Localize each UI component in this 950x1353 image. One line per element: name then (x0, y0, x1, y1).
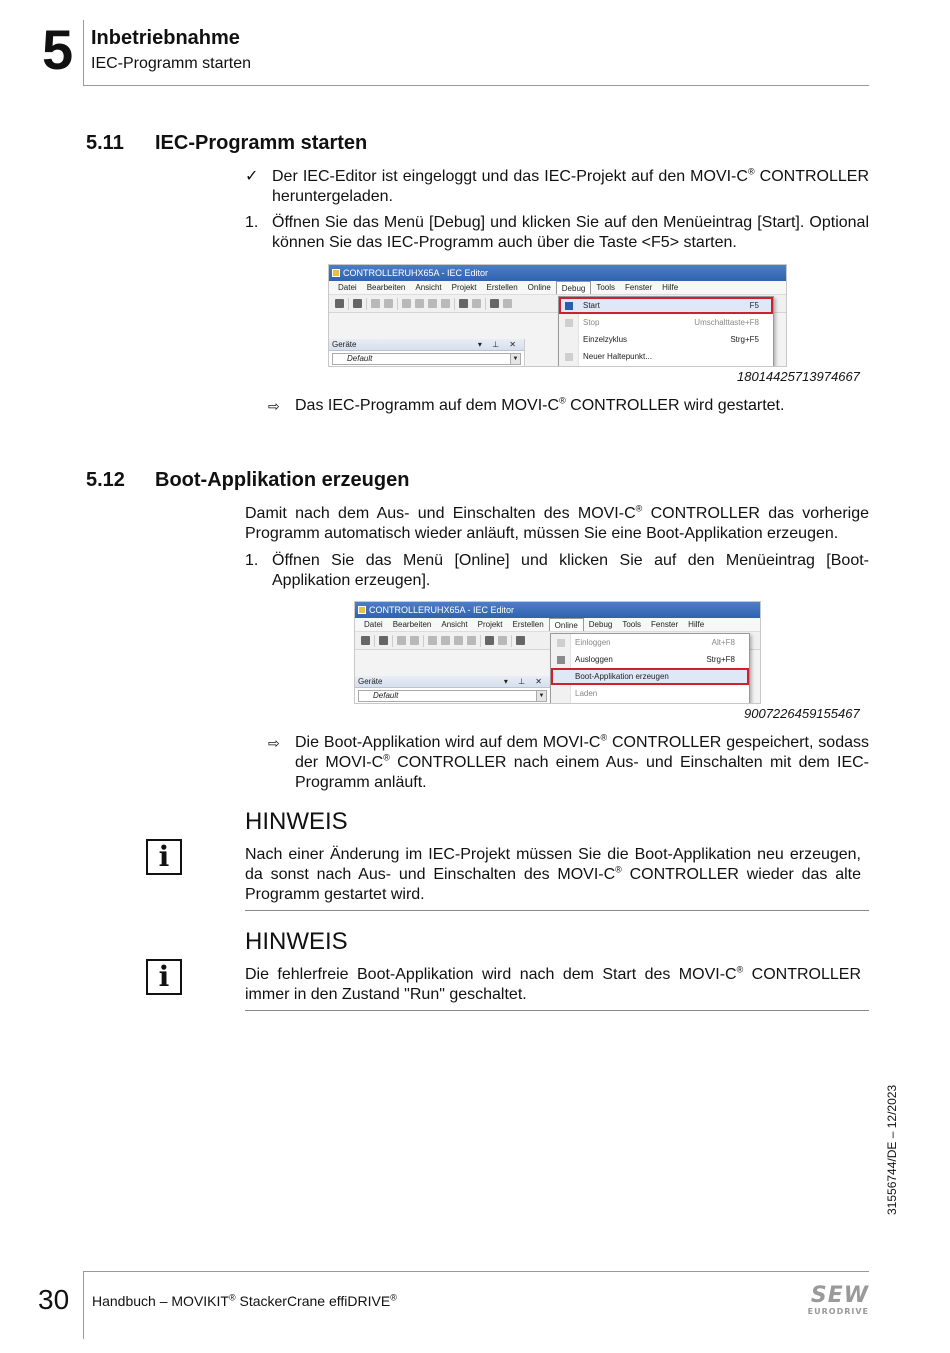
window-title: CONTROLLERUHX65A - IEC Editor (343, 268, 489, 278)
pane-buttons[interactable]: ▾ ⊥ ✕ (503, 677, 546, 686)
step-1 (245, 551, 869, 591)
footer-title: Handbuch – MOVIKIT® StackerCrane effiDRIVE® (92, 1292, 397, 1309)
menu-erstellen[interactable]: Erstellen (512, 620, 544, 629)
find-icon[interactable] (485, 636, 494, 645)
step-1 (245, 213, 869, 253)
figure-id: 9007226459155467 (744, 706, 860, 721)
menu-item-einzelzyklus[interactable]: Einzelzyklus Strg+F5 (583, 335, 759, 344)
devices-pane-header (355, 676, 550, 688)
toolbar-separator (374, 635, 375, 647)
window-titlebar (329, 265, 786, 281)
device-combo[interactable] (358, 690, 547, 702)
cut-icon[interactable] (402, 299, 411, 308)
undo-icon[interactable] (371, 299, 380, 308)
chapter-number: 5 (42, 18, 74, 81)
note-text: Nach einer Änderung im IEC-Projekt müssen Sie die Boot-Applikation neu erzeugen, da sonst nach Aus- und Einschalten des MOVI-C® CONTROLLER wieder das alte Programm gestartet wird. (245, 846, 861, 903)
app-icon (358, 606, 366, 614)
section-number: 5.12 (86, 469, 125, 491)
toolbar-separator (392, 635, 393, 647)
menu-datei[interactable]: Datei (364, 620, 383, 629)
menubar (329, 281, 786, 295)
menu-item-stop[interactable]: Stop Umschalttaste+F8 (559, 314, 773, 331)
menu-bearbeiten[interactable]: Bearbeiten (366, 283, 406, 292)
window-title: CONTROLLERUHX65A - IEC Editor (369, 605, 515, 615)
replace-icon[interactable] (498, 636, 507, 645)
pane-buttons[interactable]: ▾ ⊥ ✕ (477, 340, 520, 349)
result-text: Das IEC-Programm auf dem MOVI-C (295, 397, 560, 414)
arrow-right-icon: ⇨ (268, 735, 280, 751)
note-heading: HINWEIS (245, 928, 348, 955)
note-text: Die fehlerfreie Boot-Applikation wird nach dem Start des MOVI-C® CONTROLLER immer in den Zustand "Run" geschaltet. (245, 964, 862, 1003)
menu-bearbeiten[interactable]: Bearbeiten (392, 620, 432, 629)
menu-item-neuer-haltepunkt[interactable]: Neuer Haltepunkt... (559, 348, 773, 365)
device-name: Default (373, 691, 399, 700)
menu-hilfe[interactable]: Hilfe (662, 283, 679, 292)
result: ⇨ Das IEC-Programm auf dem MOVI-C® CONTROLLER wird gestartet. (268, 395, 785, 414)
breakpoint-icon (565, 353, 573, 361)
toolbar-separator (480, 635, 481, 647)
result-text: Die Boot-Applikation wird auf dem MOVI-C (295, 734, 601, 751)
toolbar-separator (485, 298, 486, 310)
precondition-text: Der IEC-Editor ist eingeloggt und das IEC-Projekt auf den MOVI-C (272, 168, 748, 185)
delete-icon[interactable] (441, 299, 450, 308)
devices-pane (329, 339, 525, 367)
replace-icon[interactable] (472, 299, 481, 308)
note-divider (245, 910, 869, 911)
page-number: 30 (38, 1284, 70, 1315)
menu-item-boot-applikation-erzeugen[interactable]: Boot-Applikation erzeugen (551, 668, 749, 685)
header-divider-horizontal (83, 85, 869, 86)
find-icon[interactable] (459, 299, 468, 308)
precondition: ✓ Der IEC-Editor ist eingeloggt und das IEC-Projekt auf den MOVI-C® CONTROLLER heruntergeladen. (245, 166, 870, 205)
cut-icon[interactable] (428, 636, 437, 645)
menu-tools[interactable]: Tools (596, 283, 616, 292)
screenshot-online-menu (354, 601, 761, 704)
arrow-right-icon: ⇨ (268, 398, 280, 414)
menu-debug[interactable]: Debug (588, 620, 613, 629)
header-section-title: IEC-Programm starten (91, 55, 252, 72)
logout-icon (557, 656, 565, 664)
save-icon[interactable] (361, 636, 370, 645)
paste-icon[interactable] (454, 636, 463, 645)
step-text: Öffnen Sie das Menü [Online] und klicken Sie auf den Menüeintrag [Boot-Applikation erzeugen]. (272, 552, 869, 589)
paste-icon[interactable] (428, 299, 437, 308)
note-divider (245, 1010, 869, 1011)
delete-icon[interactable] (467, 636, 476, 645)
menu-item-einloggen[interactable]: Einloggen Alt+F8 (551, 634, 749, 651)
info-icon: i (146, 959, 182, 995)
menu-projekt[interactable]: Projekt (477, 620, 503, 629)
save-icon[interactable] (335, 299, 344, 308)
devices-pane-title: Geräte (332, 340, 357, 349)
menu-tools[interactable]: Tools (622, 620, 642, 629)
toolbar-separator (454, 298, 455, 310)
toolbar-separator (397, 298, 398, 310)
logo-top: SEW (810, 1283, 869, 1308)
build-icon[interactable] (490, 299, 499, 308)
toolbar-separator (366, 298, 367, 310)
check-icon: ✓ (245, 168, 259, 185)
menu-erstellen[interactable]: Erstellen (486, 283, 518, 292)
devices-pane (355, 676, 551, 704)
devices-pane-header (329, 339, 524, 351)
document-code: 31556744/DE – 12/2023 (885, 1084, 899, 1215)
sew-logo (795, 1285, 869, 1317)
chevron-down-icon[interactable]: ▼ (536, 691, 546, 701)
menu-datei[interactable]: Datei (338, 283, 357, 292)
logo-bottom: EURODRIVE (807, 1307, 869, 1316)
device-name: Default (347, 354, 373, 363)
stop-icon (565, 319, 573, 327)
print-icon[interactable] (379, 636, 388, 645)
device-combo[interactable] (332, 353, 521, 365)
intro-paragraph: Damit nach dem Aus- und Einschalten des MOVI-C® CONTROLLER das vorherige Programm automatisch wieder anläuft, müssen Sie eine Boot-Applikation erzeugen. (245, 503, 870, 542)
result: ⇨ Die Boot-Applikation wird auf dem MOVI-C® CONTROLLER gespeichert, sodass der MOVI-C® CONTROLLER nach einem Aus- und Einschalten mit dem IEC-Programm anläuft. (268, 732, 870, 791)
toolbar-separator (423, 635, 424, 647)
section-title: Boot-Applikation erzeugen (155, 469, 410, 491)
undo-icon[interactable] (397, 636, 406, 645)
online-dropdown (550, 633, 750, 704)
copy-icon[interactable] (441, 636, 450, 645)
menu-projekt[interactable]: Projekt (451, 283, 477, 292)
menubar (355, 618, 760, 632)
login-icon (557, 639, 565, 647)
build-icon[interactable] (516, 636, 525, 645)
info-icon: i (146, 839, 182, 875)
toolbar-separator (348, 298, 349, 310)
menu-item-ausloggen[interactable]: Ausloggen Strg+F8 (551, 651, 749, 668)
toolbar-separator (511, 635, 512, 647)
menu-ansicht[interactable]: Ansicht (415, 283, 442, 292)
step-number: 1. (245, 214, 259, 231)
menu-item-start[interactable]: Start F5 (559, 297, 773, 314)
footer-divider-horizontal (83, 1271, 869, 1272)
build-all-icon[interactable] (503, 299, 512, 308)
screenshot-debug-menu (328, 264, 787, 367)
redo-icon[interactable] (410, 636, 419, 645)
menu-online[interactable]: Online (549, 618, 584, 631)
section-number: 5.11 (86, 132, 124, 154)
note-heading: HINWEIS (245, 808, 348, 835)
section-title: IEC-Programm starten (155, 132, 368, 154)
menu-fenster[interactable]: Fenster (651, 620, 679, 629)
print-icon[interactable] (353, 299, 362, 308)
chevron-down-icon[interactable]: ▼ (510, 354, 520, 364)
window-titlebar (355, 602, 760, 618)
app-icon (332, 269, 340, 277)
menu-fenster[interactable]: Fenster (625, 283, 653, 292)
menu-ansicht[interactable]: Ansicht (441, 620, 468, 629)
header-divider-vertical (83, 20, 84, 86)
menu-item-laden[interactable]: Laden (575, 689, 598, 698)
footer-divider-vertical (83, 1271, 84, 1339)
chapter-title: Inbetriebnahme (91, 27, 240, 49)
copy-icon[interactable] (415, 299, 424, 308)
redo-icon[interactable] (384, 299, 393, 308)
devices-pane-title: Geräte (358, 677, 383, 686)
step-text: Öffnen Sie das Menü [Debug] und klicken Sie auf den Menüeintrag [Start]. Optional können Sie das IEC-Programm auch über die Taste <F5> starten. (272, 214, 869, 251)
play-icon (565, 302, 573, 310)
menu-online[interactable]: Online (527, 283, 551, 292)
menu-hilfe[interactable]: Hilfe (688, 620, 705, 629)
debug-dropdown (558, 296, 774, 367)
step-number: 1. (245, 552, 259, 569)
menu-debug[interactable]: Debug (556, 281, 592, 294)
figure-id: 18014425713974667 (737, 369, 860, 384)
